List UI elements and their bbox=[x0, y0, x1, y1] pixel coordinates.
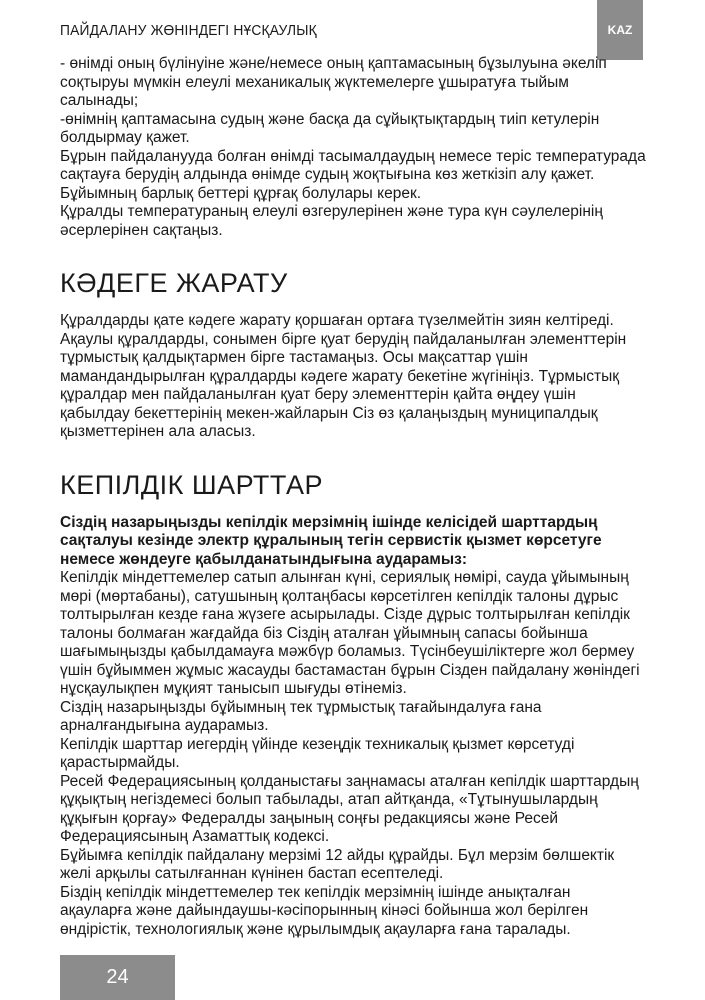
warranty-paragraph: Кепілдік шарттар иегердің үйінде кезеңдік техникалық қызмет көрсетуді қарастырмайды. bbox=[60, 735, 575, 771]
intro-paragraph: -өнімнің қаптамасына судың және басқа да сұйықтықтардың тиіп кетулерін болдырмау қажет. bbox=[60, 110, 600, 146]
language-badge: KAZ bbox=[597, 0, 643, 60]
warranty-paragraph: Кепілдік міндеттемелер сатып алынған күні, сериялық нөмірі, сауда ұйымының мөрі (мөртабаны), сатушының қолтаңбасы көрсетілген кепілдік талоны дұрыс толтырылған кезде ғана жүзеге асырылады. Сізде дұрыс толтырылған кепілдік талоны болмаған жағдайда біз Сіздің аталған ұйымның сапасы бойынша шағымыңызды қабылдамауға мәжбүр боламыз. Түсінбеушіліктерге жол бермеу үшін бұйыммен жұмыс жасауды бастамастан бұрын Сізден пайдалану жөніндегі нұсқаулықпен мұқият танысып шығуды өтінеміз. bbox=[60, 569, 640, 697]
warranty-bold-intro: Сіздің назарыңызды кепілдік мерзімнің ішінде келісідей шарттардың сақталуы кезінде электр құралының тегін сервистік қызмет көрсетуге немесе жөндеуге қабылданатындығына аударамыз: bbox=[60, 513, 602, 568]
intro-paragraph: - өнімді оның бүлінуіне және/немесе оның қаптамасының бұзылуына әкеліп соқтыруы мүмкін елеулі механикалық жүктемелерге ұшыратуға тыйым салынады; bbox=[60, 55, 607, 109]
intro-paragraph: Бұрын пайдаланууда болған өнімді тасымалдаудың немесе теріс температурада сақтауға берудің алдында өнімде судың жоқтығына көз жеткізіп алу қажет. Бұйымның барлық беттері құрғақ болулары керек. bbox=[60, 147, 646, 202]
warranty-paragraph: Сіздің назарыңызды бұйымның тек тұрмыстық тағайындалуға ғана арналғандығына аударамыз. bbox=[60, 698, 542, 734]
disposal-heading: КӘДЕГЕ ЖАРАТУ bbox=[60, 268, 288, 298]
disposal-paragraph: Құралдарды қате кәдеге жарату қоршаған ортаға түзелмейтін зиян келтіреді. Ақаулы құралдарды, сонымен бірге қуат берудің пайдаланылған элементтерін тұрмыстық қалдықтармен бірге тастамаңыз. Осы мақсаттар үшін мамандандырылған құралдарды кәдеге жарату бекетіне жүгініңіз. Тұрмыстық құралдар мен пайдаланылған қуат беру элементтерін қайта өңдеу үшін қабылдау бекеттерінің мекен-жайларын Сіз өз қалаңыздың муниципалдық қызметтерінен ала аласыз. bbox=[60, 312, 627, 440]
intro-section bbox=[60, 55, 646, 240]
warranty-heading: КЕПІЛДІК ШАРТТАР bbox=[60, 469, 324, 500]
page-number: 24 bbox=[60, 955, 175, 1000]
page-content bbox=[60, 55, 646, 939]
intro-paragraph: Құралды температураның елеулі өзгерулерінен және тура күн сәулелерінің әсерлерінен сақтаңыз. bbox=[60, 203, 603, 239]
page-header-title: ПАЙДАЛАНУ ЖӨНІНДЕГІ НҰСҚАУЛЫҚ bbox=[60, 22, 317, 39]
warranty-paragraph: Бұйымға кепілдік пайдалану мерзімі 12 айды құрайды. Бұл мерзім бөлшектік желі арқылы сатылғаннан күнінен бастап есептеледі. bbox=[60, 846, 615, 882]
warranty-paragraph: Біздің кепілдік міндеттемелер тек кепілдік мерзімнің ішінде анықталған ақауларға және дайындаушы-кәсіпорынның кінәсі бойынша жол берілген өндірістік, технологиялық және құрылымдық ақауларға ғана таралады. bbox=[60, 883, 589, 938]
warranty-paragraph: Ресей Федерациясының қолданыстағы заңнамасы аталған кепілдік шарттардың құқықтың негіздемесі болып табылады, атап айтқанда, «Тұтынушылардың құқығын қорғау» Федералды заңының соңғы редакциясы және Ресей Федерациясының Азаматтық кодексі. bbox=[60, 772, 639, 845]
